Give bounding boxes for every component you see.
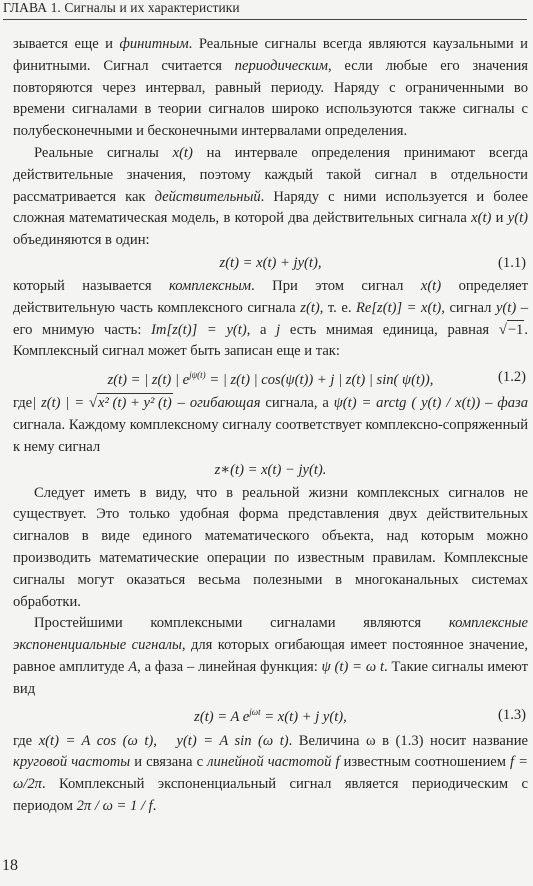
term-complex: комплексным — [169, 277, 252, 294]
equation-1-1 — [13, 252, 528, 276]
running-header — [3, 0, 527, 20]
paragraph-6: Простейшими комплексными сигналами являются комплексные экспоненциальные сигналы, для которых огибающая имеет постоянное значение, равное амплитуде A, а фаза – линейная функция: ψ (t) = ω t. Такие сигналы имеют вид — [13, 615, 529, 697]
term-periodic: периодическим — [234, 57, 328, 74]
paragraph-7: где x(t) = A cos (ω t), y(t) = A sin (ω t). Величина ω в (1.3) носит название круговой частоты и связана с линейной частотой f известным соотношением f = ω/2π. Комплексный экспоненциальный сигнал является периодическим с периодом 2π / ω = 1 / f. — [13, 732, 529, 814]
paragraph-2: Реальные сигналы x(t) на интервале определения принимают всегда действительные значения, поэтому каждый такой сигнал в отдельности рассматривается как действительный. Наряду с ними используется и более сложная математическая модель, в которой два действительных сигнала x(t) и y(t) объединяются в один: — [13, 144, 529, 249]
equation-text: z(t) = | z(t) | $e^{j\psi(t)}$ = | z(t) | cos(ψ(t)) + j | z(t) | sin( ψ(t)), — [107, 369, 434, 388]
equation-number: (1.3) — [498, 706, 526, 723]
term-envelope: огибающая — [189, 395, 261, 412]
paragraph-4: где| z(t) | = √x² (t) + y² (t) – огибающая сигнала, а ψ(t) = arctg ( y(t) / x(t)) – фаза сигнала. Каждому комплексному сигналу соответствует комплексно-сопряженный к нему сигнал — [13, 395, 528, 455]
term-circular-frequency: круговой частоты — [13, 754, 131, 771]
equation-text: z∗(t) = x(t) − jy(t). — [214, 461, 327, 478]
sqrt-radicand: x² (t) + y² (t) — [98, 395, 172, 412]
equation-text: z(t) = A $e^{j\omega t} = x(t) + j$ y(t), — [194, 707, 347, 726]
equation-number: (1.2) — [498, 369, 526, 386]
term-complex-exponential: комплексные экспоненциальные сигналы — [13, 615, 528, 654]
sqrt-radicand: −1 — [507, 321, 524, 338]
chapter-title: ГЛАВА 1. Сигналы и их характеристики — [3, 0, 240, 15]
paragraph-1: зывается еще и финитным. Реальные сигналы всегда являются каузальными и финитными. Сигнал считается периодическим, если любые его значения повторяются через интервал, равный периоду. Наряду с ограниченными во времени сигналами в теории сигналов широко используются также сигналы с полубесконечными и бесконечными интервалами определения. — [13, 36, 528, 140]
equation-text: z(t) = x(t) + jy(t), — [219, 255, 322, 272]
paragraph-3: который называется комплексным. При этом сигнал x(t) определяет действительную часть комплексного сигнала z(t), т. е. Re[z(t)] = x(t), сигнал y(t) – его мнимую часть: Im[z(t)] = y(t), а j есть мнимая единица, равная √−1. Комплексный сигнал может быть записан еще и так: — [13, 277, 529, 360]
page-body — [13, 34, 528, 818]
equation-1-3 — [13, 701, 528, 731]
equation-1-2 — [13, 363, 528, 393]
sqrt-sign: √ — [498, 321, 507, 338]
equation-conjugate — [13, 459, 528, 483]
equation-number: (1.1) — [498, 255, 526, 272]
term-phase: фаза — [497, 395, 528, 412]
term-real: действительный — [154, 188, 261, 205]
paragraph-5: Следует иметь в виду, что в реальной жизни комплексных сигналов не существует. Это только удобная форма представления двух действительных сигналов в виде единого математического объекта, над которым можно производить математические операции по известным правилам. Комплексные сигналы могут оказаться весьма полезными в многоканальных системах обработки. — [13, 484, 528, 610]
sqrt-sign: √ — [89, 395, 98, 412]
term-finite: финитным — [119, 36, 189, 52]
page-number: 18 — [2, 857, 18, 874]
term-linear-frequency: линейной частотой — [207, 754, 332, 771]
